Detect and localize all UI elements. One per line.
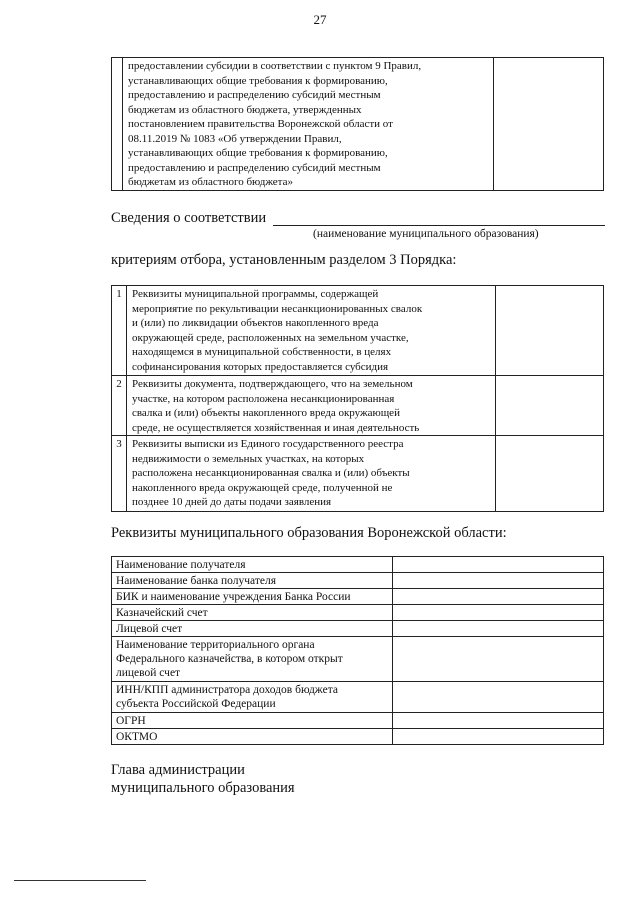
requisite-label: Наименование банка получателя bbox=[112, 573, 393, 589]
table-row bbox=[112, 729, 604, 745]
value-cell[interactable] bbox=[393, 713, 604, 729]
criteria-table bbox=[111, 285, 604, 512]
requisite-label: Наименование территориального органа Федерального казначейства, в котором открыт лицевой счет bbox=[112, 637, 393, 682]
requisite-label: Наименование получателя bbox=[112, 557, 393, 573]
requisite-label: ОКТМО bbox=[112, 729, 393, 745]
value-cell[interactable] bbox=[393, 589, 604, 605]
value-cell[interactable] bbox=[496, 376, 604, 436]
signature-block bbox=[111, 761, 295, 797]
table-cell bbox=[127, 376, 496, 436]
table-row bbox=[112, 589, 604, 605]
table-row bbox=[112, 436, 604, 512]
requisite-label: Лицевой счет bbox=[112, 621, 393, 637]
value-cell[interactable] bbox=[393, 729, 604, 745]
requisites-heading: Реквизиты муниципального образования Воронежской области: bbox=[111, 525, 507, 541]
row-number: 1 bbox=[112, 286, 127, 376]
criterion-text: Реквизиты документа, подтверждающего, что на земельном участке, на котором расположена несанкционированная свалка и (или) объекты накопленного вреда окружающей среде, не осуществляется хозяйственная и иная деятельность bbox=[132, 378, 420, 434]
municipality-blank-line[interactable] bbox=[273, 225, 605, 226]
continuation-table bbox=[111, 57, 604, 191]
requisite-label: ИНН/КПП администратора доходов бюджета субъекта Российской Федерации bbox=[112, 682, 393, 713]
table-row bbox=[112, 58, 604, 191]
table-cell bbox=[127, 286, 496, 376]
value-cell[interactable] bbox=[393, 621, 604, 637]
value-cell[interactable] bbox=[393, 682, 604, 713]
table-row bbox=[112, 573, 604, 589]
table-row bbox=[112, 286, 604, 376]
requisite-label: Казначейский счет bbox=[112, 605, 393, 621]
value-cell[interactable] bbox=[393, 557, 604, 573]
page-number: 27 bbox=[313, 12, 327, 27]
value-cell[interactable] bbox=[494, 58, 604, 191]
requisite-label: БИК и наименование учреждения Банка России bbox=[112, 589, 393, 605]
municipality-caption: (наименование муниципального образования) bbox=[313, 228, 539, 240]
row-number: 3 bbox=[112, 436, 127, 512]
value-cell[interactable] bbox=[393, 637, 604, 682]
criterion-text: Реквизиты выписки из Единого государственного реестра недвижимости о земельных участках, на которых расположена несанкционированная свалка и (или) объекты накопленного вреда окружающей среде, полученной не позднее 10 дней до даты подачи заявления bbox=[132, 438, 410, 508]
row-number: 2 bbox=[112, 376, 127, 436]
footnote-rule bbox=[14, 880, 146, 881]
table-row bbox=[112, 621, 604, 637]
table-cell bbox=[127, 436, 496, 512]
table-row bbox=[112, 605, 604, 621]
table-row bbox=[112, 682, 604, 713]
continuation-text: предоставлении субсидии в соответствии с пунктом 9 Правил, устанавливающих общие требования к формированию, предоставлению и распределению субсидий местным бюджетам из областного бюджета, утвержденных постановлением правительства Воронежской области от 08.11.2019 № 1083 «Об утверждении Правил, устанавливающих общие требования к формированию, предоставлению и распределению субсидий местным бюджетам из областного бюджета» bbox=[128, 60, 422, 188]
table-cell bbox=[123, 58, 494, 191]
table-row bbox=[112, 713, 604, 729]
requisites-table bbox=[111, 556, 604, 745]
table-row bbox=[112, 376, 604, 436]
value-cell[interactable] bbox=[496, 436, 604, 512]
signature-line-1: Глава администрации bbox=[111, 762, 245, 778]
value-cell[interactable] bbox=[496, 286, 604, 376]
value-cell[interactable] bbox=[393, 605, 604, 621]
value-cell[interactable] bbox=[393, 573, 604, 589]
table-row bbox=[112, 637, 604, 682]
table-cell bbox=[112, 58, 123, 191]
svedenia-label: Сведения о соответствии bbox=[111, 210, 267, 226]
requisite-label: ОГРН bbox=[112, 713, 393, 729]
table-row bbox=[112, 557, 604, 573]
criterion-text: Реквизиты муниципальной программы, содержащей мероприятие по рекультивации несанкционированных свалок и (или) по ликвидации объектов накопленного вреда окружающей среде, расположенных на земельном участке, находящемся в муниципальной собственности, в целях софинансирования которых предоставляется субсидия bbox=[132, 288, 423, 373]
criteria-heading: критериям отбора, установленным разделом 3 Порядка: bbox=[111, 252, 457, 268]
signature-line-2: муниципального образования bbox=[111, 780, 295, 796]
